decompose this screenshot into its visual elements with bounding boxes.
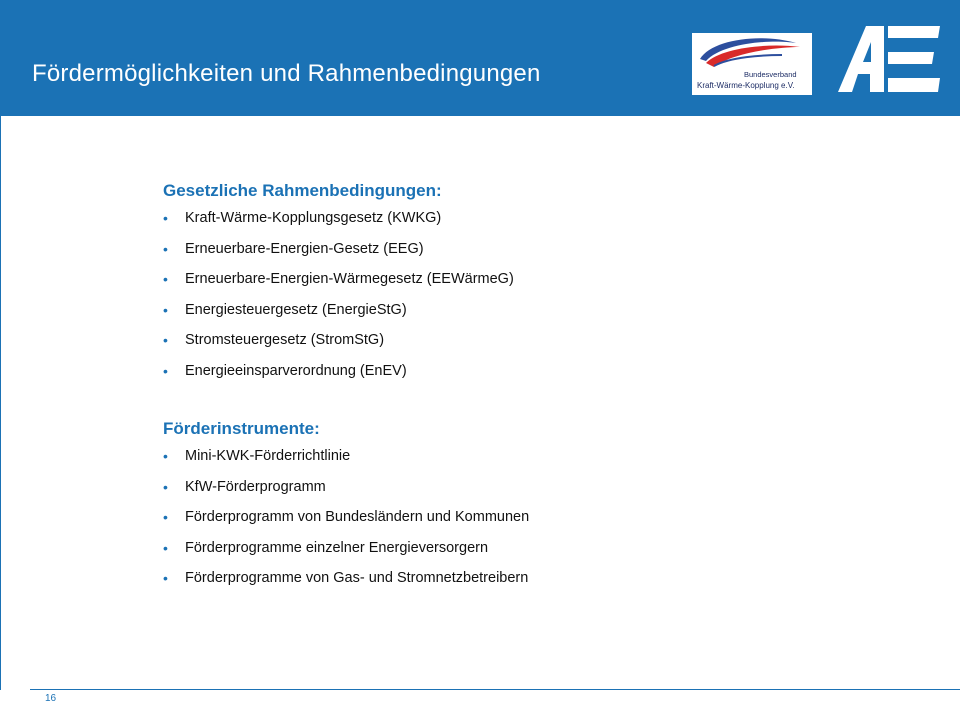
- list-item-text: Stromsteuergesetz (StromStG): [185, 332, 385, 348]
- bullet-icon: •: [163, 539, 168, 556]
- section-funding: [163, 416, 863, 594]
- list-item-text: Kraft-Wärme-Kopplungsgesetz (KWKG): [185, 210, 442, 226]
- list-item-text: KfW-Förderprogramm: [185, 478, 326, 495]
- bullet-icon: •: [163, 509, 168, 525]
- section-spacer: [163, 386, 863, 416]
- content-area: [163, 178, 863, 594]
- bkwk-logo: [692, 33, 812, 95]
- list-item-text: Erneuerbare-Energien-Wärmegesetz (EEWärmeG): [185, 271, 514, 287]
- bullet-icon: •: [163, 448, 168, 464]
- bullet-icon: •: [163, 332, 168, 348]
- slide-title: Fördermöglichkeiten und Rahmenbedingungen: [32, 60, 541, 87]
- bkwk-logo-line1: Bundesverband: [744, 70, 797, 79]
- bullet-icon: •: [163, 271, 168, 287]
- list-item-text: Förderprogramme von Gas- und Stromnetzbetreibern: [185, 570, 529, 586]
- list-item: [163, 502, 863, 533]
- section-legal: [163, 178, 863, 386]
- ae-logo: [834, 22, 942, 99]
- list-item: [163, 533, 863, 564]
- page-number: 16: [45, 693, 57, 704]
- header-bar: [0, 0, 960, 116]
- bullet-icon: •: [163, 301, 168, 318]
- section-heading-legal: Gesetzliche Rahmenbedingungen:: [163, 181, 442, 200]
- list-item: [163, 563, 863, 594]
- list-item: [163, 356, 863, 387]
- list-item-text: Energiesteuergesetz (EnergieStG): [185, 301, 407, 318]
- list-item: [163, 203, 863, 234]
- left-divider: [0, 116, 1, 690]
- bullet-icon: •: [163, 478, 168, 495]
- bullet-icon: •: [163, 210, 168, 226]
- list-item-text: Förderprogramme einzelner Energieversorgern: [185, 539, 489, 556]
- section-heading-funding: Förderinstrumente:: [163, 419, 320, 438]
- funding-list: [163, 441, 863, 594]
- bkwk-logo-graphic: [692, 33, 812, 95]
- bkwk-logo-line2: Kraft-Wärme-Kopplung e.V.: [697, 81, 795, 90]
- list-item: [163, 295, 863, 326]
- list-item-text: Erneuerbare-Energien-Gesetz (EEG): [185, 240, 424, 257]
- bullet-icon: •: [163, 362, 168, 379]
- list-item-text: Mini-KWK-Förderrichtlinie: [185, 448, 351, 464]
- list-item-text: Förderprogramm von Bundesländern und Kommunen: [185, 509, 530, 525]
- list-item: [163, 264, 863, 295]
- list-item: [163, 325, 863, 356]
- bullet-icon: •: [163, 570, 168, 586]
- footer-divider: [30, 689, 960, 690]
- list-item: [163, 234, 863, 265]
- list-item: [163, 441, 863, 472]
- legal-list: [163, 203, 863, 386]
- list-item: [163, 472, 863, 503]
- bullet-icon: •: [163, 240, 168, 257]
- ae-logo-graphic: [834, 22, 942, 94]
- list-item-text: Energieeinsparverordnung (EnEV): [185, 362, 407, 379]
